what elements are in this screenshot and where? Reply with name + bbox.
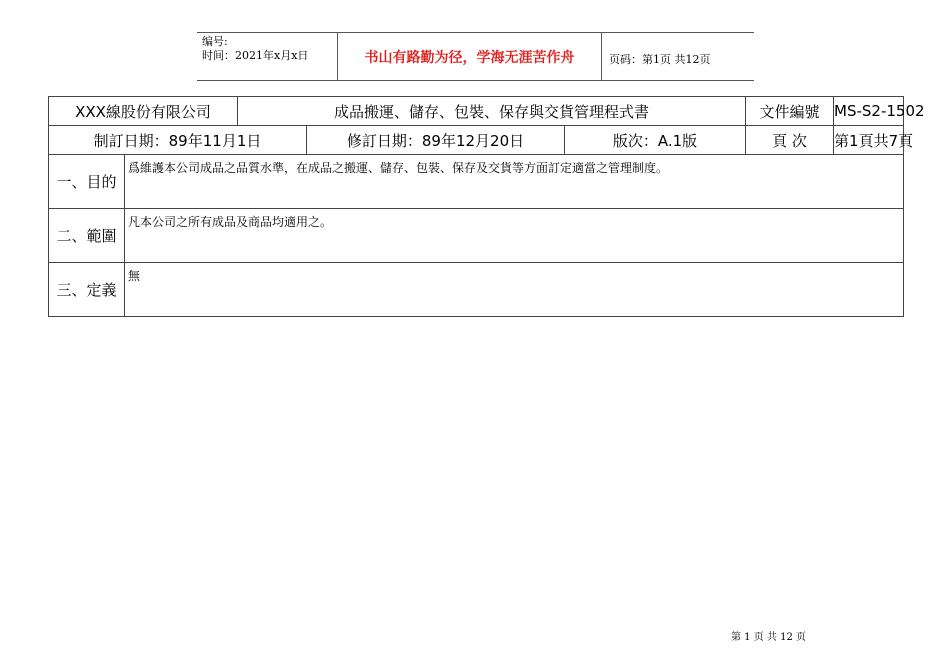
section-label: 三、定義	[49, 263, 125, 317]
page-value: 第1頁共7頁	[834, 126, 904, 155]
section-body: 凡本公司之所有成品及商品均適用之。	[125, 209, 904, 263]
version: 版次：A.1版	[565, 126, 746, 155]
doc-number: MS-S2-1502	[834, 97, 904, 126]
page-footer: 第 1 页 共 12 页	[731, 632, 806, 643]
page-label: 頁 次	[746, 126, 834, 155]
section-row-scope	[49, 209, 904, 263]
section-label: 一、目的	[49, 155, 125, 209]
header-motto: 书山有路勤为径，学海无涯苦作舟	[338, 33, 602, 80]
section-body: 爲維護本公司成品之品質水準，在成品之搬運、儲存、包裝、保存及交貨等方面訂定適當之管理制度。	[125, 155, 904, 209]
info-row	[49, 126, 904, 155]
company-name: XXX線股份有限公司	[49, 97, 238, 126]
header-page-info: 页码：第1页 共12页	[609, 53, 711, 66]
document-title: 成品搬運、儲存、包裝、保存與交貨管理程式書	[238, 97, 746, 126]
number-label: 编号:	[202, 35, 228, 48]
header-meta	[197, 33, 338, 80]
document-table	[48, 96, 925, 317]
section-body: 無	[125, 263, 904, 317]
created-date: 制訂日期：89年11月1日	[49, 126, 307, 155]
time-label: 时间：2021年x月x日	[202, 49, 309, 62]
page-header	[197, 32, 754, 81]
revised-date: 修訂日期：89年12月20日	[307, 126, 565, 155]
section-label: 二、範圍	[49, 209, 125, 263]
title-row	[49, 97, 904, 126]
section-row-definition	[49, 263, 904, 317]
section-row-purpose	[49, 155, 904, 209]
doc-number-label: 文件編號	[746, 97, 834, 126]
